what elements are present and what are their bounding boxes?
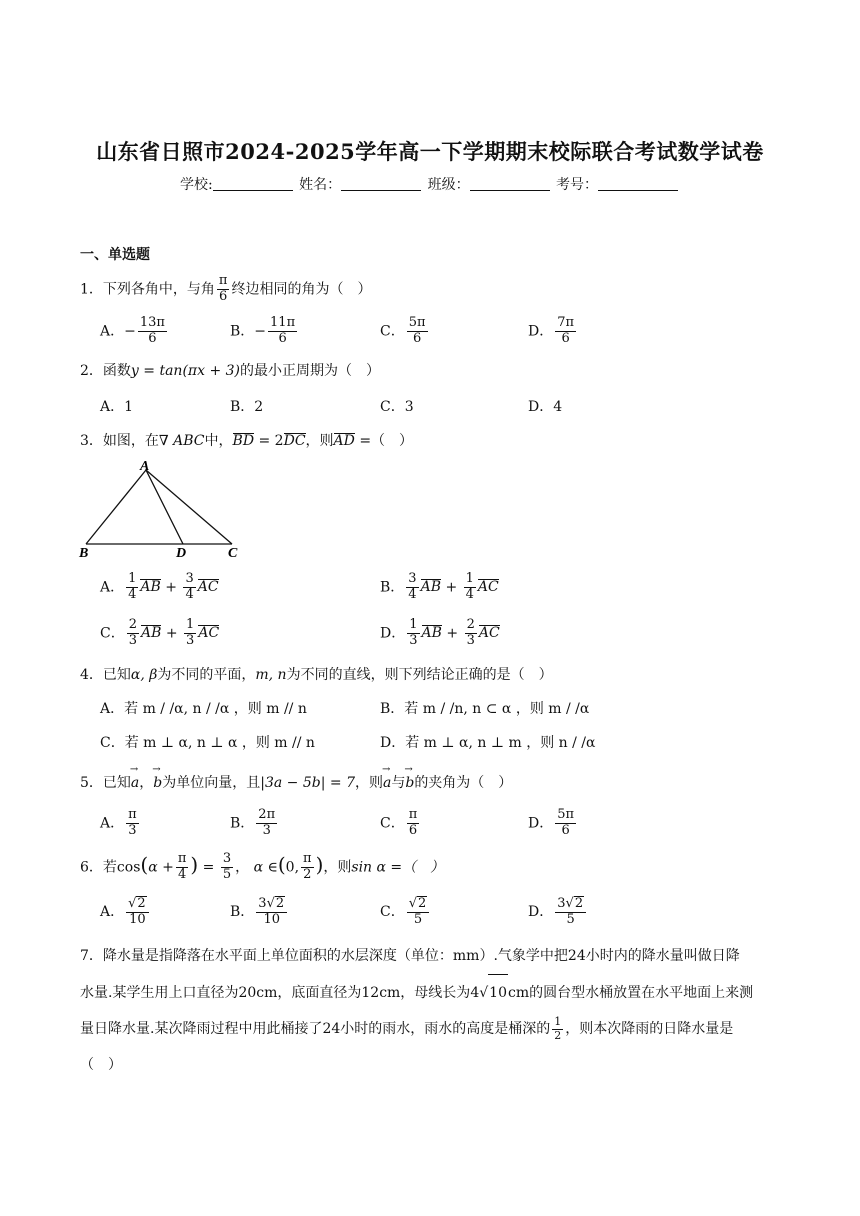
q4-option-c[interactable]: C．若 m ⊥ α, n ⊥ α ，则 m // n <box>100 735 315 751</box>
q1-option-c[interactable]: C． $\frac{5\pi}{6}$ <box>380 315 426 346</box>
q6-option-c[interactable]: C． $\frac{√2}{5}$ <box>380 896 431 928</box>
school-blank[interactable] <box>213 176 293 191</box>
q1-stem: 1．下列各角中，与角 <box>80 281 215 298</box>
q3-option-c[interactable]: C． $\frac{2}{3}$ AB + $\frac{1}{3}$ AC <box>100 617 220 648</box>
q1-stem-end: 终边相同的角为（ ） <box>231 281 372 298</box>
q3-option-b[interactable]: B． $\frac{3}{4}$ AB + $\frac{1}{4}$ AC <box>380 571 499 602</box>
q7-line-3: 量日降水量.某次降雨过程中用此桶接了24小时的雨水，雨水的高度是桶深的 $\frac{1}{2}$ ，则本次降雨的日降水量是 <box>80 1014 734 1042</box>
name-label: 姓名： <box>299 177 342 193</box>
student-info-line <box>0 174 860 194</box>
vertex-a-label: A <box>140 459 150 474</box>
q5-option-c[interactable]: C． $\frac{\pi}{6}$ <box>380 807 418 838</box>
q2-option-c[interactable]: C．3 <box>380 399 414 415</box>
question-7 <box>80 938 780 1083</box>
question-5: 5．已知→ a，→ b为单位向量，且|3a − 5b| = 7，则→ a与→ b的夹角为（ ） <box>80 772 512 792</box>
q7-line-1: 7．降水量是指降落在水平面上单位面积的水层深度（单位：mm）.气象学中把24小时内的降水量叫做日降 <box>80 948 740 964</box>
q1-option-d[interactable]: D． $\frac{7\pi}{6}$ <box>528 315 575 346</box>
q2-option-b[interactable]: B．2 <box>230 399 264 415</box>
q1-option-a[interactable]: A．− $\frac{13\pi}{6}$ <box>100 315 165 346</box>
vertex-c-label: C <box>228 546 238 560</box>
q1-fraction: $\frac{\pi}{6}$ <box>218 273 228 304</box>
class-blank[interactable] <box>470 176 550 191</box>
exam-number-label: 考号： <box>556 177 599 193</box>
class-label: 班级： <box>427 177 470 193</box>
q3-option-a[interactable]: A． $\frac{1}{4}$ AB + $\frac{3}{4}$ AC <box>100 571 219 602</box>
question-1 <box>80 274 371 305</box>
section-title: 一、单选题 <box>80 247 150 263</box>
question-6: 6．若cos(α + $\frac{\pi}{4}$ ) = $\frac{3}{5}$ ， α ∈(0, $\frac{\pi}{2}$ )，则sin α =（ ） <box>80 851 445 882</box>
q2-option-d[interactable]: D．4 <box>528 399 563 415</box>
q5-option-a[interactable]: A． $\frac{\pi}{3}$ <box>100 807 137 838</box>
q2-formula: y = tan(πx + 3) <box>130 363 241 379</box>
q3-option-d[interactable]: D． $\frac{1}{3}$ AB + $\frac{2}{3}$ AC <box>380 617 500 648</box>
q2-option-a[interactable]: A．1 <box>100 399 134 415</box>
question-4: 4．已知α, β为不同的平面，m, n为不同的直线，则下列结论正确的是（ ） <box>80 667 553 683</box>
q7-line-4: （ ） <box>80 1057 122 1073</box>
q4-option-a[interactable]: A．若 m / /α, n / /α ，则 m // n <box>100 701 307 717</box>
question-3: 3．如图，在∇ ABC中，BD = 2DC，则AD =（ ） <box>80 433 414 449</box>
q5-abs-formula: |3a − 5b| = 7 <box>260 775 355 791</box>
q1-option-b[interactable]: B．− $\frac{11\pi}{6}$ <box>230 315 296 346</box>
vertex-d-label: D <box>176 546 187 560</box>
triangle-figure <box>76 456 256 560</box>
q7-line-2: 水量.某学生用上口直径为20cm，底面直径为12cm，母线长为4√10cm的圆台型水桶放置在水平地面上来测 <box>80 974 780 1011</box>
q5-option-d[interactable]: D． $\frac{5\pi}{6}$ <box>528 807 575 838</box>
exam-number-blank[interactable] <box>598 176 678 191</box>
q4-option-d[interactable]: D．若 m ⊥ α, n ⊥ m ，则 n / /α <box>380 735 596 751</box>
q5-option-b[interactable]: B． $\frac{2\pi}{3}$ <box>230 807 276 838</box>
q4-option-b[interactable]: B．若 m / /n, n ⊂ α ，则 m / /α <box>380 701 590 717</box>
q6-option-d[interactable]: D． $\frac{3√2}{5}$ <box>528 896 588 928</box>
vertex-b-label: B <box>79 546 89 560</box>
question-2: 2．函数y = tan(πx + 3)的最小正周期为（ ） <box>80 363 381 379</box>
exam-title: 山东省日照市2024-2025学年高一下学期期末校际联合考试数学试卷 <box>96 139 764 164</box>
q6-option-b[interactable]: B． $\frac{3√2}{10}$ <box>230 896 289 928</box>
q6-option-a[interactable]: A． $\frac{√2}{10}$ <box>100 896 151 928</box>
name-blank[interactable] <box>341 176 421 191</box>
school-label: 学校: <box>179 177 213 193</box>
